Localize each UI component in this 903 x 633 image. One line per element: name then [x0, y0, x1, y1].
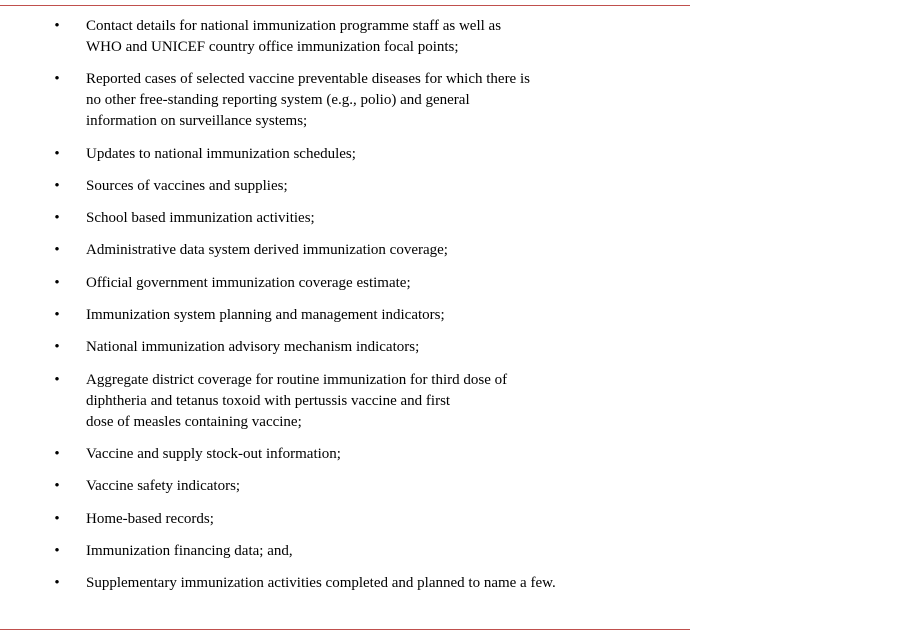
- bullet-icon: •: [54, 339, 60, 356]
- top-divider: [0, 5, 690, 6]
- list-item: [0, 337, 690, 358]
- bullet-icon: •: [54, 510, 60, 527]
- list-item: [0, 69, 690, 132]
- list-item: [0, 16, 690, 58]
- bullet-icon: •: [54, 71, 60, 88]
- list-item-text: Immunization financing data; and,: [86, 542, 293, 559]
- bullet-icon: •: [54, 145, 60, 162]
- list-item-text: Reported cases of selected vaccine preventable diseases for which there is no other free-standing reporting system (e.g., polio) and general information on surveillance systems;: [86, 71, 530, 130]
- list-item-text: School based immunization activities;: [86, 210, 315, 227]
- list-item-text: Vaccine and supply stock-out information;: [86, 445, 341, 462]
- list-item: [0, 176, 690, 197]
- bullet-icon: •: [54, 445, 60, 462]
- list-item: [0, 444, 690, 465]
- list-item: [0, 541, 690, 562]
- list-item: [0, 273, 690, 294]
- list-item-text: Official government immunization coverage estimate;: [86, 274, 411, 291]
- list-item: [0, 509, 690, 530]
- list-item-text: Supplementary immunization activities completed and planned to name a few.: [86, 575, 556, 592]
- bullet-icon: •: [54, 177, 60, 194]
- bullet-icon: •: [54, 307, 60, 324]
- list-item-text: Vaccine safety indicators;: [86, 478, 241, 495]
- bullet-list: [0, 16, 690, 605]
- list-item-text: Immunization system planning and management indicators;: [86, 307, 445, 324]
- list-item: [0, 573, 690, 594]
- bullet-icon: •: [54, 18, 60, 34]
- list-item-text: National immunization advisory mechanism indicators;: [86, 339, 420, 356]
- bullet-icon: •: [54, 575, 60, 592]
- bullet-icon: •: [54, 210, 60, 227]
- list-item: [0, 476, 690, 497]
- list-item: [0, 240, 690, 261]
- bullet-icon: •: [54, 274, 60, 291]
- bullet-icon: •: [54, 542, 60, 559]
- list-item-text: Updates to national immunization schedules;: [86, 145, 356, 162]
- bullet-icon: •: [54, 242, 60, 259]
- bullet-icon: •: [54, 371, 60, 388]
- list-item: [0, 144, 690, 165]
- bottom-divider: [0, 629, 690, 630]
- list-item-text: Aggregate district coverage for routine immunization for third dose of diphtheria and tetanus toxoid with pertussis vaccine and first dose of measles containing vaccine;: [86, 371, 508, 430]
- bullet-icon: •: [54, 478, 60, 495]
- list-item-text: Contact details for national immunization programme staff as well as WHO and UNICEF country office immunization focal points;: [86, 18, 502, 55]
- list-item-text: Administrative data system derived immunization coverage;: [86, 242, 448, 259]
- list-item: [0, 305, 690, 326]
- list-item-text: Sources of vaccines and supplies;: [86, 177, 288, 194]
- list-item: [0, 208, 690, 229]
- list-item: [0, 370, 690, 433]
- list-item-text: Home-based records;: [86, 510, 214, 527]
